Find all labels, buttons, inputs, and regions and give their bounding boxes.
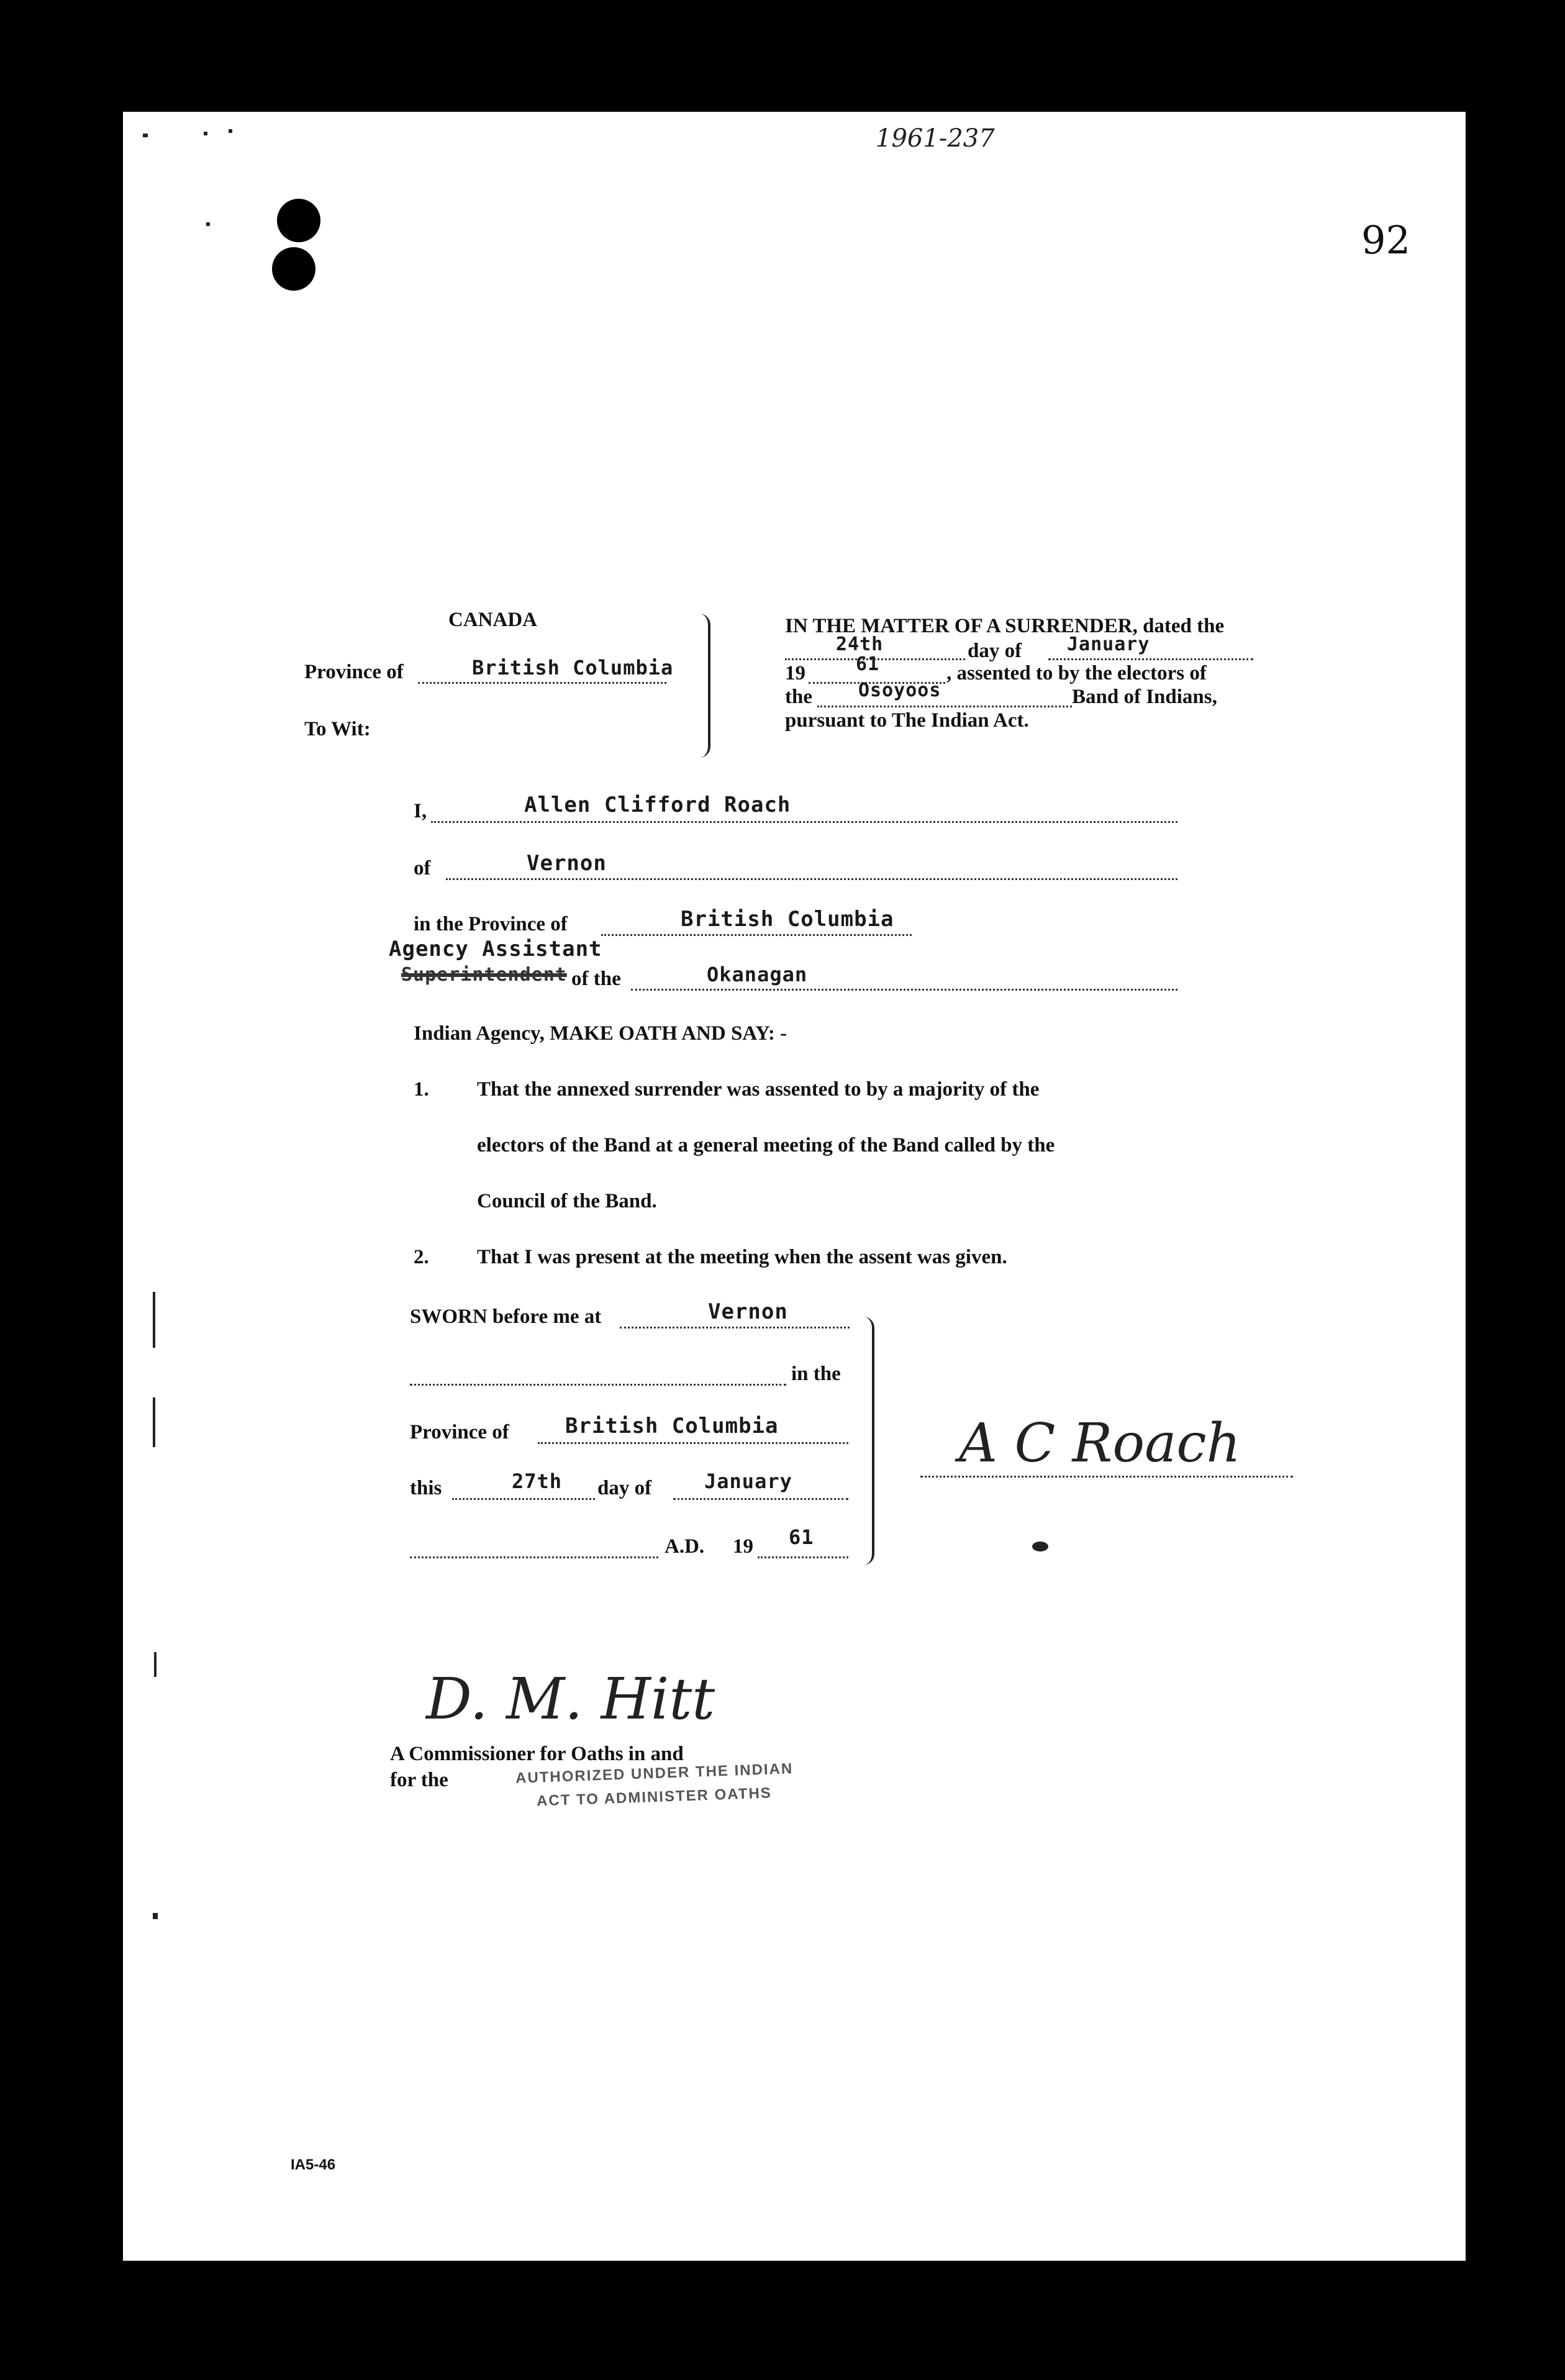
margin-mark-4: [153, 1913, 158, 1919]
jurat-province-label: Province of: [410, 1421, 509, 1443]
oath-line: Indian Agency, MAKE OATH AND SAY: -: [414, 1022, 787, 1045]
clause-2-line-1: That I was present at the meeting when the assent was given.: [477, 1246, 1007, 1268]
deponent-name-line: [431, 821, 1177, 823]
jurat-year-line: [758, 1556, 848, 1558]
speck-1: [143, 134, 148, 137]
stamp-line-2: ACT TO ADMINISTER OATHS: [536, 1784, 773, 1810]
deponent-of-label: of: [414, 857, 431, 879]
jurat-province-value: British Columbia: [565, 1414, 779, 1438]
sworn-line: [620, 1327, 850, 1329]
country-heading: CANADA: [448, 609, 537, 631]
jurat-ad-line: [410, 1556, 658, 1558]
matter-month-value: January: [1067, 634, 1150, 655]
margin-mark-1: [153, 1292, 155, 1348]
matter-day-label: day of: [968, 640, 1022, 662]
jurat-ad-label: A.D.: [665, 1535, 705, 1558]
commissioner-line-2: for the: [390, 1769, 448, 1791]
deponent-i-label: I,: [414, 800, 427, 822]
province-value: British Columbia: [472, 656, 674, 679]
sworn-label: SWORN before me at: [410, 1306, 602, 1328]
deponent-title-struck: Superintendent: [401, 964, 567, 986]
punch-hole-bottom: [272, 247, 315, 291]
document-page: [123, 112, 1466, 2261]
margin-mark-3: [154, 1652, 156, 1677]
clause-1-line-3: Council of the Band.: [477, 1190, 657, 1212]
deponent-town-line: [446, 878, 1177, 880]
matter-month-line: [1048, 658, 1253, 660]
jurat-month-line: [673, 1498, 848, 1500]
punch-hole-top: [277, 199, 320, 242]
matter-act-text: pursuant to The Indian Act.: [785, 709, 1029, 732]
speck-4: [206, 222, 210, 226]
clause-1-line-1: That the annexed surrender was assented to by a majority of the: [477, 1078, 1040, 1101]
deponent-province-line: [601, 934, 912, 936]
jurat-month-value: January: [704, 1469, 792, 1493]
deponent-of-the-label: of the: [571, 968, 621, 990]
jurat-province-line: [538, 1442, 848, 1444]
matter-the-label: the: [785, 686, 812, 708]
margin-mark-2: [153, 1397, 155, 1447]
matter-band-value: Osoyoos: [858, 679, 941, 701]
deponent-province-label: in the Province of: [414, 913, 568, 935]
jurisdiction-brace: [699, 614, 710, 758]
deponent-town-value: Vernon: [527, 851, 607, 876]
form-number: IA5-46: [291, 2156, 336, 2173]
commissioner-line-1: A Commissioner for Oaths in and: [390, 1743, 684, 1765]
speck-3: [229, 129, 232, 133]
deponent-name-value: Allen Clifford Roach: [524, 793, 791, 817]
in-the-line: [410, 1384, 786, 1386]
province-label: Province of: [304, 661, 404, 683]
deponent-signature-line: [920, 1476, 1293, 1478]
deponent-agency-value: Okanagan: [707, 963, 808, 986]
page-number: 92: [1361, 217, 1410, 263]
to-wit-label: To Wit:: [304, 718, 371, 740]
jurat-day-line: [452, 1498, 595, 1500]
deponent-agency-line: [631, 989, 1177, 991]
matter-year-prefix: 19: [785, 662, 805, 684]
jurat-year-value: 61: [789, 1525, 814, 1549]
matter-line-1: IN THE MATTER OF A SURRENDER, dated the: [785, 615, 1225, 637]
jurat-brace: [861, 1317, 874, 1565]
deponent-title-typed: Agency Assistant: [389, 937, 602, 961]
jurat-day-label: day of: [597, 1477, 652, 1499]
deponent-signature: A C Roach: [959, 1412, 1241, 1474]
matter-year-value: 61: [856, 653, 880, 675]
matter-day-value: 24th: [836, 634, 884, 655]
ink-blot: [1032, 1542, 1048, 1551]
matter-band-line: [817, 706, 1072, 707]
province-line: [418, 682, 666, 684]
in-the-label: in the: [791, 1363, 841, 1385]
jurat-year-prefix: 19: [733, 1535, 753, 1558]
matter-assented-text: , assented to by the electors of: [946, 662, 1207, 684]
clause-2-number: 2.: [414, 1246, 429, 1268]
jurat-day-value: 27th: [512, 1469, 563, 1493]
jurat-this-label: this: [410, 1477, 442, 1499]
clause-1-number: 1.: [414, 1078, 429, 1101]
sworn-value: Vernon: [708, 1299, 788, 1324]
clause-1-line-2: electors of the Band at a general meeting of the Band called by the: [477, 1134, 1055, 1156]
speck-2: [204, 132, 207, 135]
deponent-province-value: British Columbia: [681, 907, 894, 932]
commissioner-signature: D. M. Hitt: [426, 1666, 715, 1732]
file-number: 1961-237: [876, 124, 995, 153]
matter-band-label: Band of Indians,: [1072, 686, 1217, 708]
stamp-line-1: AUTHORIZED UNDER THE INDIAN: [515, 1760, 794, 1787]
